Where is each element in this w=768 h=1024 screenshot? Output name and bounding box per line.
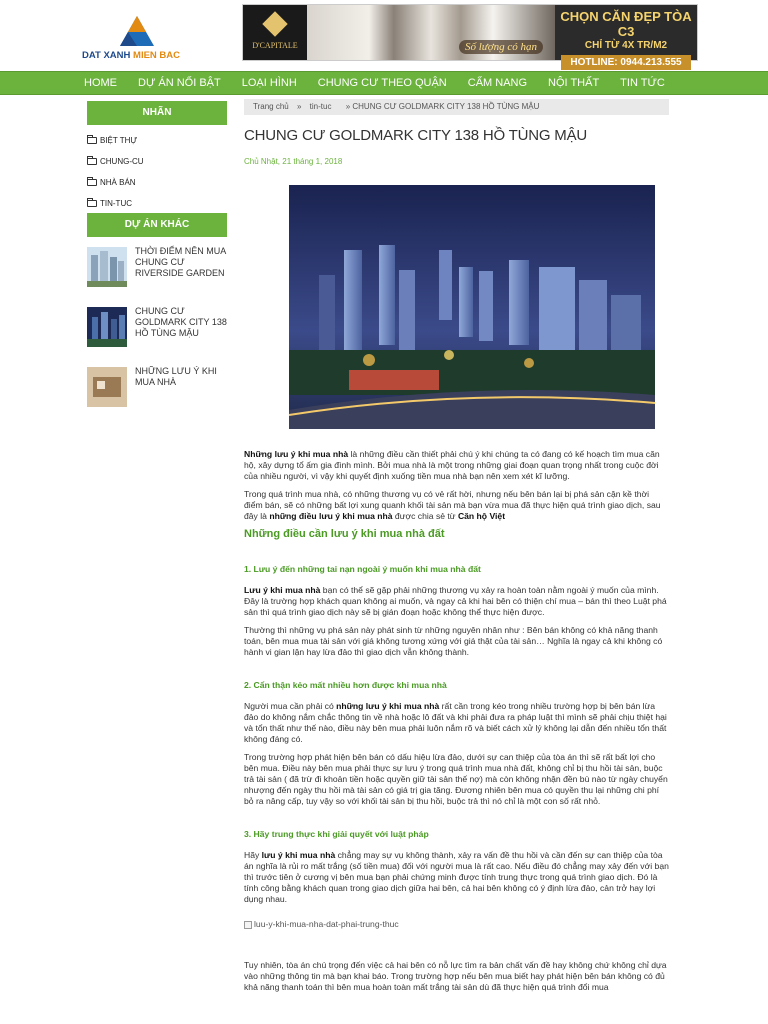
logo-text: DAT XANH MIEN BAC [82,50,181,61]
related-projects-heading: DỰ ÁN KHÁC [87,213,227,237]
banner-offer: CHỌN CĂN ĐẸP TÒA C3 CHỈ TỪ 4X TR/M2 HOTLINE: 0944.213.555 [555,5,697,60]
folder-icon [87,179,97,186]
nav-apartments-by-district[interactable]: CHUNG CƯ THEO QUẬN [317,77,447,89]
banner-tagline: Số lượng có hạn [459,40,543,54]
banner-hotline: HOTLINE: 0944.213.555 [561,55,691,70]
related-post-thumbnail [87,247,127,287]
category-link-tin-tuc[interactable]: TIN-TUC [87,193,227,214]
broken-image [244,919,669,930]
section-1-paragraph-1: Lưu ý khi mua nhà bạn có thể sẽ gặp phải những thương vụ xảy ra hoàn toàn nằm ngoài ý muốn của mình. Đây là trường hợp khách quan không ai muốn, và ngay cả khi hai bên có thiện chí mua – bán thì theo Luật phá sản thì quá trình giao dịch này sẽ bị gián đoạn hoặc không thể thực hiện được. [244,585,667,617]
section-3-paragraph-1: Hãy lưu ý khi mua nhà chẳng may sự vụ không thành, xảy ra vấn đề thu hồi và cần đến sự can thiệp của tòa án nghĩa là rủi ro mất trắng (số tiền mua) đối với người mua là rất cao. Nếu điều đó chẳng may xảy đến với bạn thì trước tiên ở cương vị bên mua bạn phải chứng minh được tính trung thực trong quá trình giao dịch. Đó là tính công bằng khách quan trong giao dịch giữa hai bên, cả hai bên không có ý định lừa đảo, cản trở hay lợi dụng nhau. [244,850,669,904]
folder-icon [87,200,97,207]
logo-mark-icon [120,16,154,48]
category-link-villa[interactable]: BIỆT THỰ [87,130,227,151]
post-body [244,449,669,993]
section-2-paragraph-1: Người mua cần phải có những lưu ý khi mua nhà rất cần trong kéo trong nhiều trường hợp bị bên bán lừa đảo do không nắm chắc thông tin về nhà hoặc lô đất và khi phải đưa ra pháp luật thì mình sẽ phải chịu thiệt hại và tổn thất như thế nào, điều này bên mua phải luôn nắm rõ và biết cách xử lý không lại dẫn đến nhiều tổn thất không đáng có. [244,701,667,744]
intro-paragraph-2: Trong quá trình mua nhà, có những thương vụ có vẻ rất hời, nhưng nếu bên bán lại bị phá sản cận kề thời điểm bán, sẽ có những bất lợi xung quanh khối tài sản mà bạn vừa mua đã thực hiện quá trình giao dịch, sau đây là những điều lưu ý khi mua nhà được chia sẻ từ Căn hộ Việt [244,489,661,521]
top-banner-ad[interactable] [242,4,698,68]
related-post-title[interactable]: THỜI ĐIỂM NÊN MUA CHUNG CƯ RIVERSIDE GARDEN [135,246,226,278]
section-3-paragraph-2: Tuy nhiên, tòa án chú trọng đến việc cả hai bên có nỗ lực tìm ra bản chất vấn đề hay không chứ không chỉ dựa vào những thông tin mà bạn khai báo. Trong trường hợp nếu bên mua biết hay phát hiện bên bán không có đủ khả năng thanh toán thì bên mua hoàn toàn mất trắng tài sản dù đã thực hiện quá trình đổi mua [244,960,667,992]
breadcrumb-home[interactable]: Trang chủ [253,102,289,111]
broken-image-icon [244,921,252,929]
hero-image [289,185,655,429]
nav-featured-projects[interactable]: DỰ ÁN NỔI BẬT [138,77,221,89]
related-post[interactable] [87,299,227,359]
related-post-thumbnail [87,307,127,347]
folder-icon [87,158,97,165]
site-logo[interactable] [82,16,202,62]
post-content [244,99,669,1000]
related-post[interactable] [87,359,227,419]
inline-link[interactable]: những điều lưu ý khi mua nhà [269,511,393,521]
section-heading: Những điều cần lưu ý khi mua nhà đất [244,528,445,540]
category-link-nha-ban[interactable]: NHÀ BÁN [87,172,227,193]
breadcrumb: Trang chủ » tin-tuc » CHUNG CƯ GOLDMARK CITY 138 HỒ TÙNG MẬU [244,99,669,115]
related-post-thumbnail [87,367,127,407]
nav-news[interactable]: TIN TỨC [620,77,665,89]
section-1-paragraph-2: Thường thì những vụ phá sản này phát sinh từ những nguyên nhân như : Bên bán không có khả năng thanh toán, bên mua mua tài sản với giá không tương xứng với giá thật của tài sản… Nghĩa là ngay cả khi không có hành vi gian lận hay lừa đảo thì giao dịch vẫn không thành. [244,625,663,657]
subheading-1: 1. Lưu ý đến những tai nạn ngoài ý muốn khi mua nhà đất [244,564,481,574]
breadcrumb-category[interactable]: tin-tuc [309,102,332,111]
image-alt-text: luu-y-khi-mua-nha-dat-phai-trung-thuc [254,919,399,929]
category-link-chung-cu[interactable]: CHUNG-CU [87,151,227,172]
banner-brand: D'CAPITALE [243,5,307,60]
related-post-title[interactable]: CHUNG CƯ GOLDMARK CITY 138 HỒ TÙNG MẬU [135,306,227,338]
nav-property-types[interactable]: LOẠI HÌNH [241,77,297,89]
source-link[interactable]: Căn hộ Việt [457,511,506,521]
breadcrumb-current: » CHUNG CƯ GOLDMARK CITY 138 HỒ TÙNG MẬU [345,102,540,111]
post-date: Chủ Nhật, 21 tháng 1, 2018 [244,157,343,166]
subheading-3: 3. Hãy trung thực khi giải quyết với luật pháp [244,829,429,839]
section-2-paragraph-2: Trong trường hợp phát hiện bên bán có dấu hiệu lừa đảo, dưới sự can thiệp của tòa án thì sẽ rất bất lợi cho bên mua. Điều này bên mua phải thực sự lưu ý trong quá trình mua nhà đất, không chỉ bị thu hồi tài sản, buộc trả tài sản ( đã trừ đi khoản tiền hoặc quyền giữ tài sản thế nợ) mà còn không nhận đền bù nào từ ngày chuyển nhượng đến ngày thu hồi mà tài sản có giá trị gia tăng. Đương nhiên bên mua có quyền thu lại những chi phí bỏ ra nâng cấp, tuy vậy so với khối tài sản bị thu hồi, buộc trả thì nó chỉ là một con số rất nhỏ. [244,752,668,806]
main-nav [0,71,768,95]
sidebar [87,101,227,387]
nav-home[interactable]: HOME [84,77,117,89]
related-post-title[interactable]: NHỮNG LƯU Ý KHI MUA NHÀ [135,366,217,387]
tags-heading: NHÃN [87,101,227,125]
folder-icon [87,137,97,144]
subheading-2: 2. Cẩn thận kẻo mất nhiều hơn được khi mua nhà [244,680,447,690]
related-post[interactable] [87,239,227,299]
nav-interior[interactable]: NỘI THẤT [548,77,600,89]
intro-paragraph: Những lưu ý khi mua nhà là những điều cần thiết phải chú ý khi chúng ta có đang có kế hoạch tìm mua căn hộ, xây dựng tổ ấm gia đình mình. Bởi mua nhà là một trong những giai đoạn quan trọng nhất trong cuộc đời của nhiều người, vì vậy khi quyết định xuống tiền mua nhà bạn nên xem xét kĩ lưỡng. [244,449,660,481]
nav-handbook[interactable]: CẨM NANG [467,77,528,89]
post-title: CHUNG CƯ GOLDMARK CITY 138 HỒ TÙNG MẬU [244,127,588,144]
banner-interior-image [307,5,555,60]
diamond-icon [262,11,287,36]
